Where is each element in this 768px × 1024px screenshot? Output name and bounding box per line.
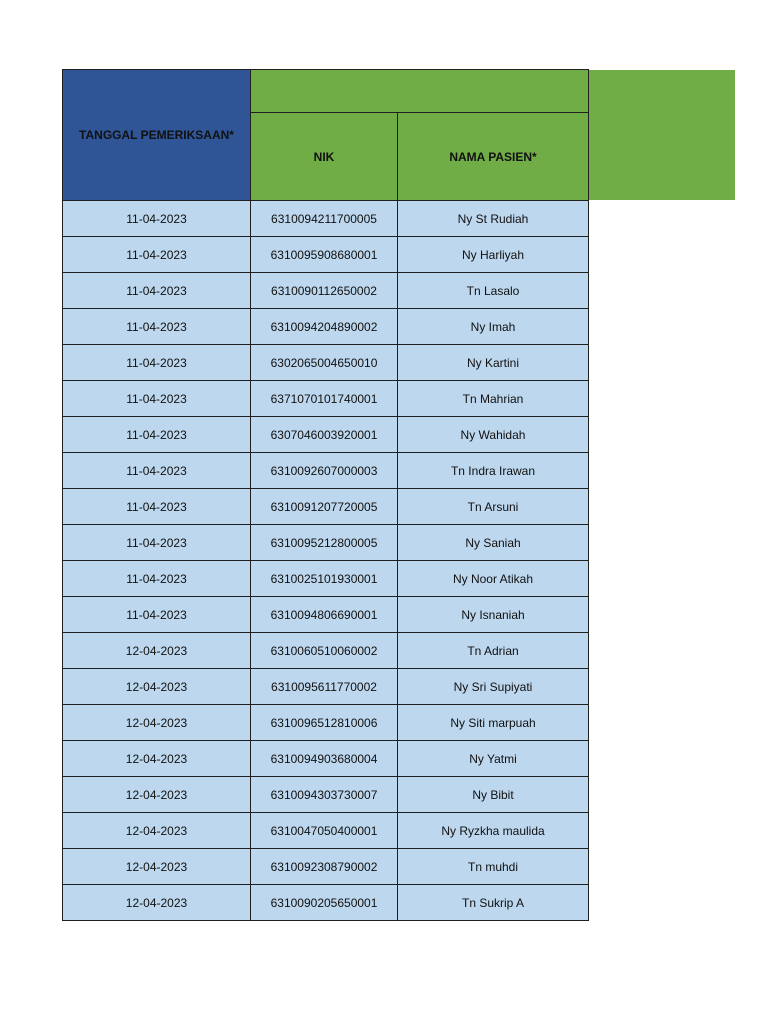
cell-name[interactable]: Ny Wahidah (398, 417, 589, 453)
cell-name[interactable]: Tn Lasalo (398, 273, 589, 309)
cell-nik[interactable]: 6310091207720005 (251, 489, 398, 525)
cell-nik[interactable]: 6302065004650010 (251, 345, 398, 381)
table-row (63, 741, 589, 777)
cell-nik[interactable]: 6310095611770002 (251, 669, 398, 705)
table-row (63, 309, 589, 345)
cell-nik[interactable]: 6310060510060002 (251, 633, 398, 669)
cell-name[interactable]: Ny Bibit (398, 777, 589, 813)
cell-name[interactable]: Ny Ryzkha maulida (398, 813, 589, 849)
patient-table (62, 69, 589, 921)
table-row (63, 345, 589, 381)
table-body (63, 201, 589, 921)
cell-nik[interactable]: 6310047050400001 (251, 813, 398, 849)
cell-date[interactable]: 12-04-2023 (63, 705, 251, 741)
cell-name[interactable]: Ny Noor Atikah (398, 561, 589, 597)
header-tanggal-pemeriksaan[interactable]: TANGGAL PEMERIKSAAN* (63, 70, 251, 201)
table-row (63, 705, 589, 741)
cell-date[interactable]: 11-04-2023 (63, 489, 251, 525)
header-nama-pasien[interactable]: NAMA PASIEN* (398, 113, 589, 201)
cell-name[interactable]: Ny Harliyah (398, 237, 589, 273)
table-row (63, 201, 589, 237)
table-row (63, 885, 589, 921)
cell-name[interactable]: Tn Mahrian (398, 381, 589, 417)
table-row (63, 669, 589, 705)
cell-nik[interactable]: 6310095908680001 (251, 237, 398, 273)
cell-date[interactable]: 11-04-2023 (63, 309, 251, 345)
cell-date[interactable]: 11-04-2023 (63, 237, 251, 273)
cell-date[interactable]: 12-04-2023 (63, 741, 251, 777)
cell-name[interactable]: Tn Indra Irawan (398, 453, 589, 489)
cell-name[interactable]: Ny Sri Supiyati (398, 669, 589, 705)
cell-date[interactable]: 11-04-2023 (63, 453, 251, 489)
cell-date[interactable]: 11-04-2023 (63, 345, 251, 381)
cell-name[interactable]: Ny Yatmi (398, 741, 589, 777)
table-row (63, 525, 589, 561)
cell-nik[interactable]: 6310092607000003 (251, 453, 398, 489)
cell-name[interactable]: Ny St Rudiah (398, 201, 589, 237)
cell-date[interactable]: 12-04-2023 (63, 885, 251, 921)
cell-name[interactable]: Ny Saniah (398, 525, 589, 561)
table-row (63, 237, 589, 273)
cell-nik[interactable]: 6310094903680004 (251, 741, 398, 777)
cell-date[interactable]: 11-04-2023 (63, 525, 251, 561)
cell-date[interactable]: 11-04-2023 (63, 561, 251, 597)
header-group-cell[interactable] (251, 70, 589, 113)
cell-date[interactable]: 12-04-2023 (63, 633, 251, 669)
cell-date[interactable]: 11-04-2023 (63, 201, 251, 237)
table-row (63, 381, 589, 417)
cell-name[interactable]: Ny Siti marpuah (398, 705, 589, 741)
table-row (63, 597, 589, 633)
table-row (63, 561, 589, 597)
cell-nik[interactable]: 6371070101740001 (251, 381, 398, 417)
cell-date[interactable]: 11-04-2023 (63, 273, 251, 309)
cell-name[interactable]: Ny Imah (398, 309, 589, 345)
cell-nik[interactable]: 6310094303730007 (251, 777, 398, 813)
cell-nik[interactable]: 6310090205650001 (251, 885, 398, 921)
cell-date[interactable]: 12-04-2023 (63, 669, 251, 705)
cell-date[interactable]: 12-04-2023 (63, 849, 251, 885)
cell-date[interactable]: 12-04-2023 (63, 777, 251, 813)
cell-nik[interactable]: 6310095212800005 (251, 525, 398, 561)
header-nik[interactable]: NIK (251, 113, 398, 201)
cell-date[interactable]: 12-04-2023 (63, 813, 251, 849)
cell-date[interactable]: 11-04-2023 (63, 597, 251, 633)
cell-date[interactable]: 11-04-2023 (63, 381, 251, 417)
cell-nik[interactable]: 6310090112650002 (251, 273, 398, 309)
table-row (63, 489, 589, 525)
cell-nik[interactable]: 6310094211700005 (251, 201, 398, 237)
table-row (63, 633, 589, 669)
table-row (63, 417, 589, 453)
table-row (63, 813, 589, 849)
table-row (63, 777, 589, 813)
table-row (63, 273, 589, 309)
cell-nik[interactable]: 6310025101930001 (251, 561, 398, 597)
cell-name[interactable]: Ny Kartini (398, 345, 589, 381)
cell-name[interactable]: Tn Adrian (398, 633, 589, 669)
cell-name[interactable]: Tn Arsuni (398, 489, 589, 525)
cell-name[interactable]: Tn Sukrip A (398, 885, 589, 921)
table-row (63, 849, 589, 885)
cell-nik[interactable]: 6310094806690001 (251, 597, 398, 633)
cell-nik[interactable]: 6307046003920001 (251, 417, 398, 453)
cell-nik[interactable]: 6310096512810006 (251, 705, 398, 741)
cell-nik[interactable]: 6310094204890002 (251, 309, 398, 345)
cell-nik[interactable]: 6310092308790002 (251, 849, 398, 885)
cell-name[interactable]: Tn muhdi (398, 849, 589, 885)
cell-name[interactable]: Ny Isnaniah (398, 597, 589, 633)
cell-date[interactable]: 11-04-2023 (63, 417, 251, 453)
table-row (63, 453, 589, 489)
